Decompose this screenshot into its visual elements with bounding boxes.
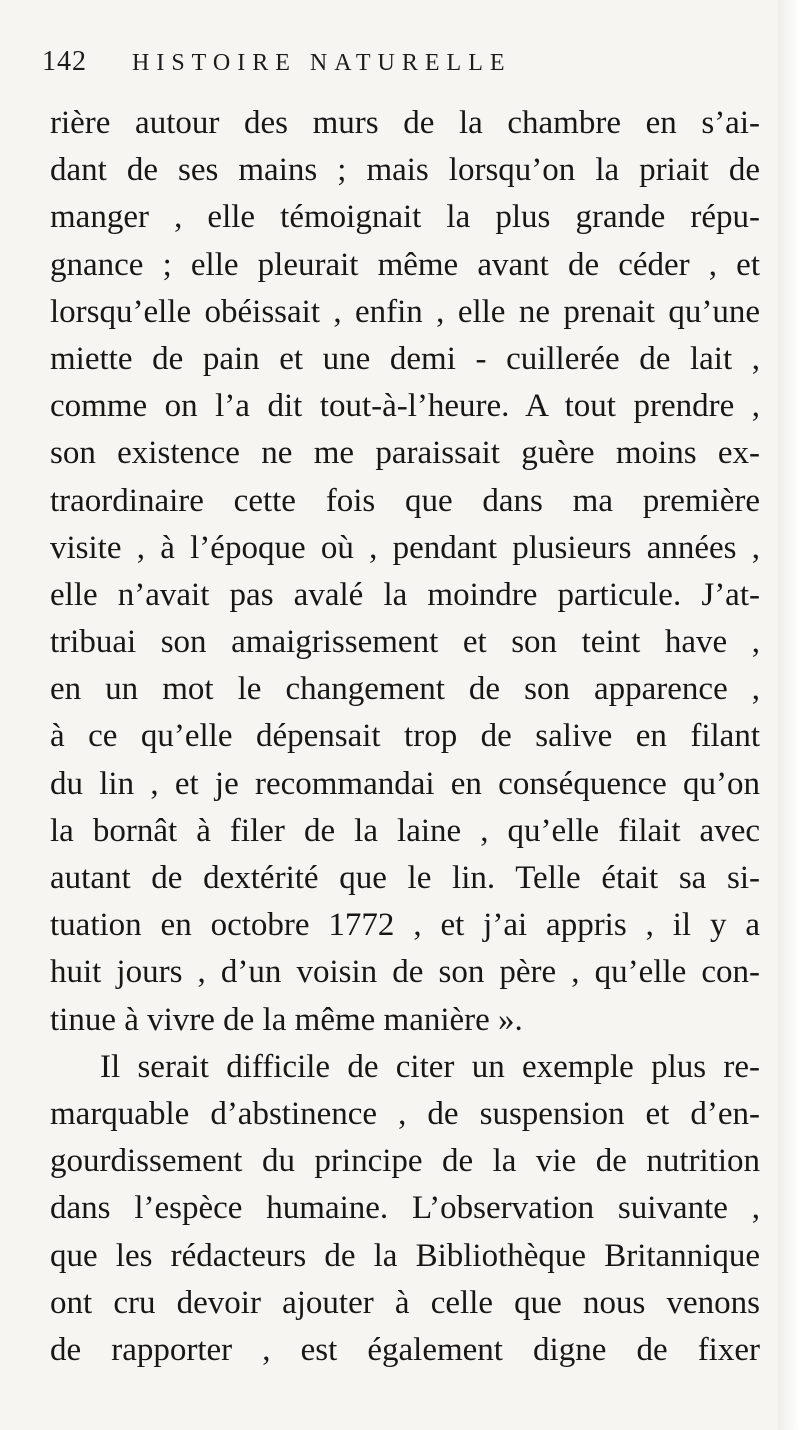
text-line: rière autour des murs de la chambre en s’ai- [50, 105, 760, 141]
page-header [42, 46, 762, 86]
text-line: autant de dextérité que le lin. Telle était sa si- [50, 860, 760, 896]
text-line: que les rédacteurs de la Bibliothèque Britannique [50, 1237, 760, 1274]
text-line: dans l’espèce humaine. L’observation suivante , [50, 1190, 760, 1227]
paragraph-2 [50, 1044, 760, 1374]
running-title: HISTOIRE NATURELLE [132, 50, 512, 76]
text-line: huit jours , d’un voisin de son père , qu’elle con- [50, 954, 760, 991]
text-line: tuation en octobre 1772 , et j’ai appris , il y a [50, 907, 760, 944]
text-line: en un mot le changement de son apparence , [50, 671, 760, 708]
text-line: traordinaire cette fois que dans ma première [50, 482, 760, 519]
text-line: gourdissement du principe de la vie de nutrition [50, 1143, 760, 1180]
text-line: miette de pain et une demi - cuillerée de lait , [50, 340, 760, 377]
page-gutter [778, 0, 800, 1430]
text-line: manger , elle témoignait la plus grande répu- [50, 199, 760, 236]
text-line: de rapporter , est également digne de fixer [50, 1331, 760, 1368]
text-line: dant de ses mains ; mais lorsqu’on la priait de [50, 152, 760, 189]
text-line: à ce qu’elle dépensait trop de salive en filant [50, 718, 760, 755]
body-text [50, 100, 760, 1374]
paragraph-1 [50, 100, 760, 1044]
text-line: elle n’avait pas avalé la moindre particule. J’at- [50, 576, 760, 613]
text-line: la bornât à filer de la laine , qu’elle filait avec [50, 812, 760, 849]
text-line: ont cru devoir ajouter à celle que nous venons [50, 1284, 760, 1321]
text-line: lorsqu’elle obéissait , enfin , elle ne prenait qu’une [50, 293, 760, 330]
text-line: Il serait difficile de citer un exemple plus re- [100, 1048, 760, 1085]
text-line: visite , à l’époque où , pendant plusieurs années , [50, 529, 760, 566]
text-line: marquable d’abstinence , de suspension et d’en- [50, 1095, 760, 1132]
page-number: 142 [42, 46, 87, 77]
text-line: tinue à vivre de la même manière ». [50, 1001, 523, 1038]
text-line: son existence ne me paraissait guère moins ex- [50, 435, 760, 472]
text-line: gnance ; elle pleurait même avant de céder , et [50, 246, 760, 283]
text-line: du lin , et je recommandai en conséquence qu’on [50, 765, 760, 802]
text-line: tribuai son amaigrissement et son teint have , [50, 624, 760, 661]
text-line: comme on l’a dit tout-à-l’heure. A tout prendre , [50, 388, 760, 425]
